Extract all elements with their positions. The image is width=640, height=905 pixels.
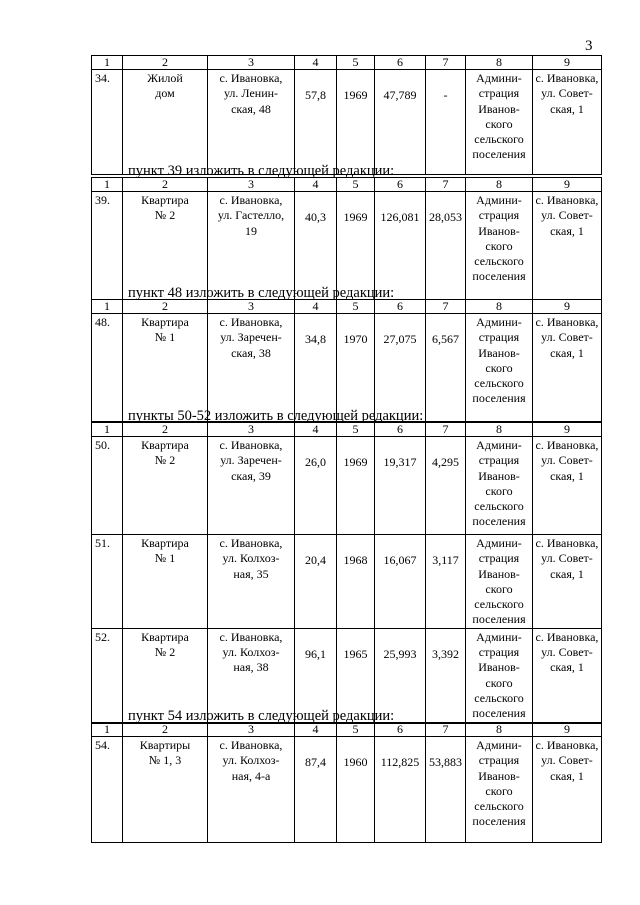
holder-address-line: ул. Совет- (541, 86, 593, 101)
property-table (91, 55, 602, 175)
holder-line: ского (485, 675, 513, 690)
area-cell: 87,4 (295, 737, 337, 843)
column-number-cell: 7 (426, 423, 466, 437)
holder-address-cell (533, 737, 602, 843)
year-cell: 1965 (337, 628, 375, 723)
column-number-cell: 9 (533, 300, 602, 314)
area-cell: 20,4 (295, 535, 337, 629)
column-number-cell: 6 (375, 423, 426, 437)
year-cell: 1969 (337, 192, 375, 300)
table-row (92, 437, 602, 535)
column-number-cell: 4 (295, 723, 337, 737)
table-row (92, 192, 602, 300)
object-name-cell (123, 737, 208, 843)
holder-line: сельского (474, 132, 524, 147)
item-number-cell: 48. (92, 314, 123, 422)
item-number-cell: 50. (92, 437, 123, 535)
holder-address-line: ская, 1 (550, 345, 584, 360)
holder-line: ского (485, 483, 513, 498)
holder-line: страция (478, 645, 520, 660)
table-row (92, 70, 602, 175)
holder-address-line: ул. Совет- (541, 645, 593, 660)
column-number-cell: 9 (533, 423, 602, 437)
holder-address-line: ская, 1 (550, 223, 584, 238)
property-table (91, 422, 602, 724)
address-line: с. Ивановка, (219, 193, 283, 207)
address-line: ул. Заречен- (220, 453, 282, 468)
object-name-line: Квартира (141, 193, 189, 207)
holder-address-cell (533, 535, 602, 629)
holder-line: Админи- (476, 629, 522, 644)
column-number-cell: 4 (295, 300, 337, 314)
holder-line: поселения (472, 147, 526, 162)
item-number-cell: 51. (92, 535, 123, 629)
column-number-cell: 7 (426, 178, 466, 192)
holder-cell (466, 628, 533, 723)
holder-address-line: ул. Совет- (541, 208, 593, 223)
address-line: с. Ивановка, (219, 738, 283, 752)
column-number-cell: 8 (466, 56, 533, 70)
column-number-header-row (92, 723, 602, 737)
item-number-cell: 39. (92, 192, 123, 300)
holder-address-cell (533, 437, 602, 535)
holder-line: сельского (474, 597, 524, 612)
column-number-cell: 7 (426, 300, 466, 314)
object-name-cell (123, 192, 208, 300)
c7-cell: 4,295 (426, 437, 466, 535)
holder-address-line: с. Ивановка, (535, 71, 599, 85)
column-number-cell: 5 (337, 178, 375, 192)
holder-line: страция (478, 453, 520, 468)
object-name-cell (123, 437, 208, 535)
column-number-cell: 3 (208, 56, 295, 70)
section-intro-text: пункт 54 изложить в следующей редакции: (128, 708, 395, 724)
holder-line: страция (478, 753, 520, 768)
holder-line: Иванов- (478, 223, 520, 238)
area-cell: 34,8 (295, 314, 337, 422)
address-line: с. Ивановка, (219, 629, 283, 644)
column-number-cell: 5 (337, 300, 375, 314)
holder-line: поселения (472, 514, 526, 529)
object-name-line: Жилой (147, 71, 183, 85)
column-number-cell: 7 (426, 723, 466, 737)
holder-line: страция (478, 551, 520, 566)
item-number-cell: 52. (92, 628, 123, 723)
object-name-cell (123, 314, 208, 422)
column-number-cell: 5 (337, 723, 375, 737)
address-cell (208, 535, 295, 629)
holder-line: ского (485, 360, 513, 375)
item-number-cell: 34. (92, 70, 123, 175)
area-cell: 96,1 (295, 628, 337, 723)
column-number-cell: 2 (123, 423, 208, 437)
holder-line: ского (485, 116, 513, 131)
c7-cell: 28,053 (426, 192, 466, 300)
column-number-cell: 2 (123, 723, 208, 737)
section-intro-text: пункт 48 изложить в следующей редакции: (128, 285, 395, 301)
holder-address-cell (533, 314, 602, 422)
holder-address-line: с. Ивановка, (535, 536, 599, 550)
object-name-line: № 2 (154, 453, 176, 468)
holder-address-cell (533, 628, 602, 723)
holder-address-line: ская, 1 (550, 468, 584, 483)
holder-line: сельского (474, 254, 524, 269)
object-name-line: № 2 (154, 208, 176, 223)
object-name-line: № 1, 3 (148, 753, 182, 768)
table-row (92, 535, 602, 629)
c7-cell: 3,392 (426, 628, 466, 723)
column-number-header-row (92, 423, 602, 437)
column-number-cell: 1 (92, 423, 123, 437)
year-cell: 1970 (337, 314, 375, 422)
holder-line: Иванов- (478, 768, 520, 783)
address-line: ул. Заречен- (220, 330, 282, 345)
item-number-cell: 54. (92, 737, 123, 843)
column-number-cell: 2 (123, 178, 208, 192)
property-table (91, 299, 602, 422)
object-name-cell (123, 535, 208, 629)
address-line: с. Ивановка, (219, 71, 283, 85)
year-cell: 1969 (337, 437, 375, 535)
holder-line: сельского (474, 499, 524, 514)
c6-cell: 126,081 (375, 192, 426, 300)
c7-cell: 3,117 (426, 535, 466, 629)
column-number-header-row (92, 300, 602, 314)
holder-cell (466, 535, 533, 629)
c7-cell: 6,567 (426, 314, 466, 422)
year-cell: 1968 (337, 535, 375, 629)
c6-cell: 47,789 (375, 70, 426, 175)
address-line: ул. Ленин- (223, 86, 279, 101)
holder-line: страция (478, 330, 520, 345)
column-number-cell: 9 (533, 56, 602, 70)
address-line: с. Ивановка, (219, 315, 283, 329)
address-line: ская, 48 (231, 101, 271, 116)
address-line: ул. Колхоз- (222, 753, 280, 768)
address-line: ул. Колхоз- (222, 551, 280, 566)
object-name-line: Квартира (141, 629, 189, 644)
area-cell: 57,8 (295, 70, 337, 175)
holder-line: Админи- (476, 738, 522, 752)
object-name-line: Квартиры (139, 738, 191, 752)
column-number-cell: 2 (123, 56, 208, 70)
holder-line: Иванов- (478, 660, 520, 675)
holder-cell (466, 437, 533, 535)
column-number-cell: 1 (92, 178, 123, 192)
holder-line: Админи- (476, 536, 522, 550)
column-number-cell: 6 (375, 56, 426, 70)
holder-line: Админи- (476, 315, 522, 329)
holder-address-line: с. Ивановка, (535, 629, 599, 644)
property-table (91, 177, 602, 300)
object-name-line: Квартира (141, 536, 189, 550)
holder-address-line: с. Ивановка, (535, 315, 599, 329)
c7-cell: 53,883 (426, 737, 466, 843)
holder-line: Админи- (476, 71, 522, 85)
address-line: 19 (245, 223, 257, 238)
holder-address-line: с. Ивановка, (535, 438, 599, 452)
column-number-header-row (92, 56, 602, 70)
column-number-cell: 6 (375, 723, 426, 737)
address-line: ул. Гастелло, (217, 208, 285, 223)
holder-line: ского (485, 238, 513, 253)
column-number-cell: 5 (337, 423, 375, 437)
object-name-line: Квартира (141, 315, 189, 329)
holder-address-line: ская, 1 (550, 566, 584, 581)
column-number-cell: 8 (466, 723, 533, 737)
holder-line: поселения (472, 706, 526, 721)
column-number-cell: 9 (533, 178, 602, 192)
column-number-cell: 3 (208, 723, 295, 737)
holder-address-line: ская, 1 (550, 101, 584, 116)
object-name-line: № 1 (154, 551, 176, 566)
holder-line: поселения (472, 391, 526, 406)
column-number-cell: 1 (92, 56, 123, 70)
holder-line: сельского (474, 376, 524, 391)
address-line: ул. Колхоз- (222, 645, 280, 660)
column-number-cell: 6 (375, 300, 426, 314)
column-number-cell: 7 (426, 56, 466, 70)
holder-cell (466, 192, 533, 300)
holder-line: Админи- (476, 193, 522, 207)
holder-address-line: ул. Совет- (541, 330, 593, 345)
column-number-cell: 5 (337, 56, 375, 70)
address-line: с. Ивановка, (219, 438, 283, 452)
column-number-cell: 8 (466, 178, 533, 192)
column-number-cell: 2 (123, 300, 208, 314)
c6-cell: 16,067 (375, 535, 426, 629)
address-cell (208, 437, 295, 535)
object-name-line: № 1 (154, 330, 176, 345)
address-line: ная, 38 (233, 660, 269, 675)
area-cell: 40,3 (295, 192, 337, 300)
object-name-line: Квартира (141, 438, 189, 452)
column-number-cell: 4 (295, 56, 337, 70)
address-line: ская, 39 (231, 468, 271, 483)
holder-address-line: с. Ивановка, (535, 193, 599, 207)
column-number-cell: 3 (208, 423, 295, 437)
year-cell: 1969 (337, 70, 375, 175)
holder-address-cell (533, 70, 602, 175)
holder-address-cell (533, 192, 602, 300)
section-intro-text: пункт 39 изложить в следующей редакции: (128, 163, 395, 179)
address-line: ная, 4-а (231, 768, 271, 783)
holder-address-line: ская, 1 (550, 660, 584, 675)
holder-line: сельского (474, 690, 524, 705)
holder-address-line: ская, 1 (550, 768, 584, 783)
holder-line: Иванов- (478, 566, 520, 581)
page-number: 3 (585, 38, 593, 54)
property-table (91, 722, 602, 843)
holder-line: Иванов- (478, 101, 520, 116)
column-number-cell: 1 (92, 723, 123, 737)
address-cell (208, 70, 295, 175)
holder-line: страция (478, 86, 520, 101)
holder-line: ского (485, 581, 513, 596)
holder-address-line: ул. Совет- (541, 753, 593, 768)
holder-cell (466, 70, 533, 175)
holder-address-line: ул. Совет- (541, 551, 593, 566)
column-number-cell: 3 (208, 178, 295, 192)
holder-line: поселения (472, 814, 526, 829)
address-line: ная, 35 (233, 566, 269, 581)
address-cell (208, 314, 295, 422)
holder-line: Иванов- (478, 468, 520, 483)
column-number-cell: 8 (466, 423, 533, 437)
column-number-cell: 4 (295, 423, 337, 437)
holder-line: поселения (472, 612, 526, 627)
c7-cell: - (426, 70, 466, 175)
holder-address-line: ул. Совет- (541, 453, 593, 468)
holder-line: Иванов- (478, 345, 520, 360)
object-name-line: № 2 (154, 645, 176, 660)
column-number-cell: 4 (295, 178, 337, 192)
area-cell: 26,0 (295, 437, 337, 535)
holder-address-line: с. Ивановка, (535, 738, 599, 752)
column-number-header-row (92, 178, 602, 192)
c6-cell: 25,993 (375, 628, 426, 723)
holder-line: страция (478, 208, 520, 223)
holder-line: поселения (472, 269, 526, 284)
holder-line: ского (485, 783, 513, 798)
year-cell: 1960 (337, 737, 375, 843)
column-number-cell: 9 (533, 723, 602, 737)
holder-line: Админи- (476, 438, 522, 452)
c6-cell: 27,075 (375, 314, 426, 422)
column-number-cell: 3 (208, 300, 295, 314)
c6-cell: 19,317 (375, 437, 426, 535)
c6-cell: 112,825 (375, 737, 426, 843)
column-number-cell: 1 (92, 300, 123, 314)
table-row (92, 314, 602, 422)
holder-line: сельского (474, 799, 524, 814)
table-row (92, 737, 602, 843)
holder-cell (466, 737, 533, 843)
address-cell (208, 192, 295, 300)
column-number-cell: 8 (466, 300, 533, 314)
section-intro-text: пункты 50-52 изложить в следующей редакции: (128, 408, 424, 424)
column-number-cell: 6 (375, 178, 426, 192)
object-name-cell (123, 70, 208, 175)
address-cell (208, 737, 295, 843)
holder-cell (466, 314, 533, 422)
address-line: ская, 38 (231, 345, 271, 360)
address-line: с. Ивановка, (219, 536, 283, 550)
object-name-line: дом (155, 86, 175, 101)
